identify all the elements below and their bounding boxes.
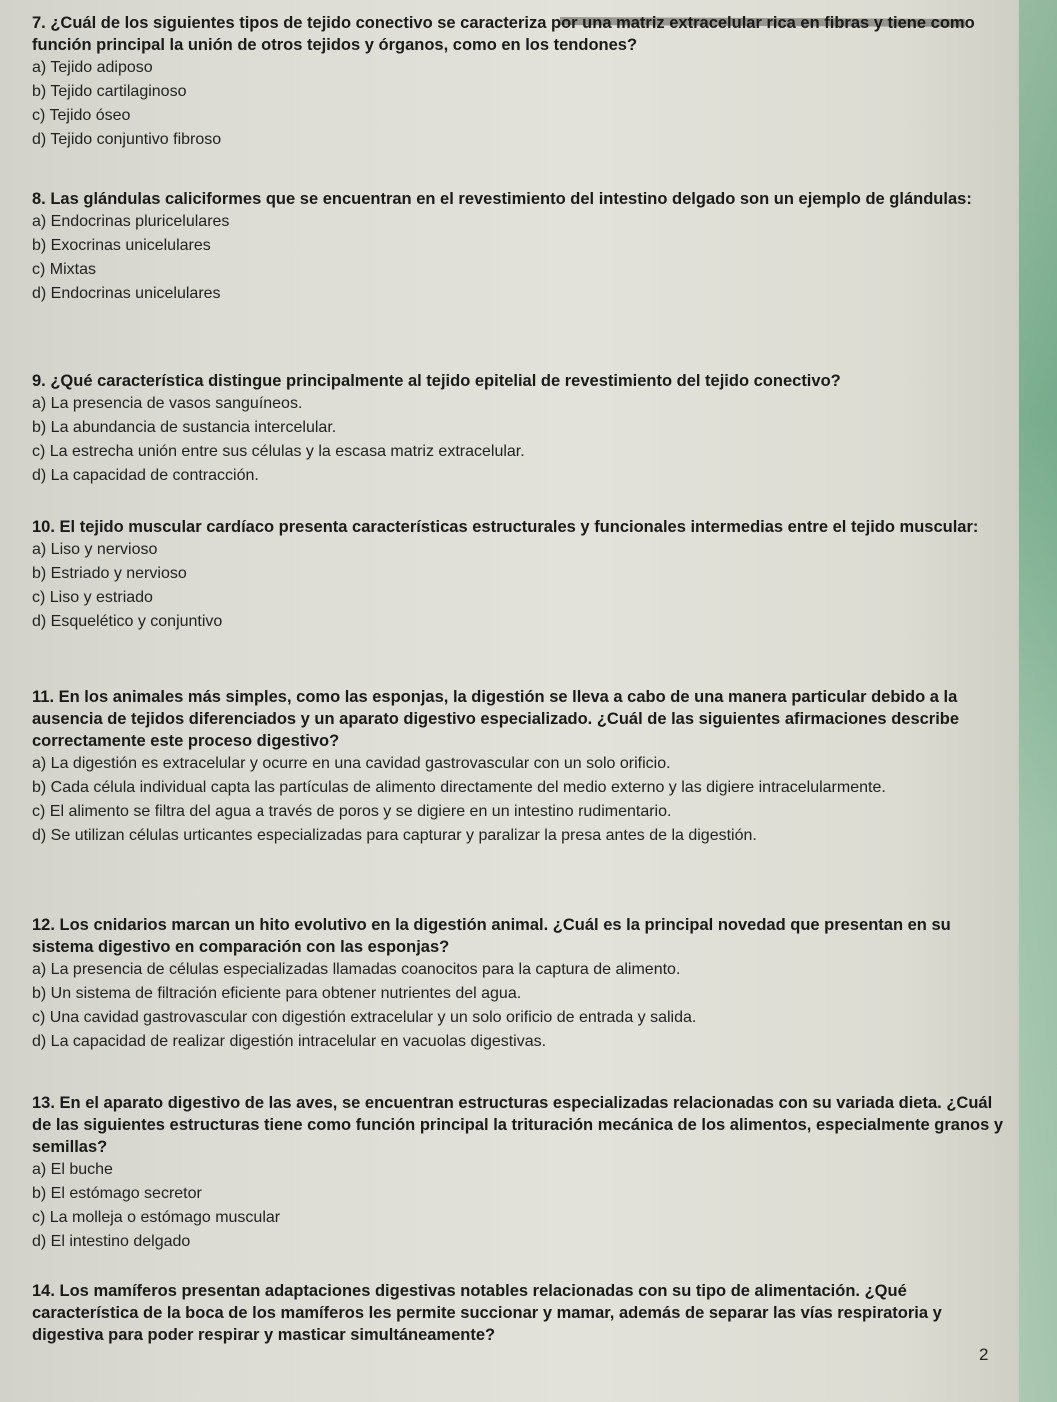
option-d: d) Tejido conjuntivo fibroso — [32, 131, 222, 148]
question-14 — [32, 1280, 1007, 1346]
option-a: a) La digestión es extracelular y ocurre en una cavidad gastrovascular con un solo orificio. — [32, 755, 671, 772]
option-d: d) Esquelético y conjuntivo — [32, 613, 223, 630]
option-b: b) Cada célula individual capta las partículas de alimento directamente del medio externo y las digiere intracelularmente. — [32, 779, 886, 796]
question-stem: 8. Las glándulas caliciformes que se encuentran en el revestimiento del intestino delgado son un ejemplo de glándulas: — [32, 190, 972, 208]
option-c: c) Liso y estriado — [32, 589, 153, 606]
option-d: d) Endocrinas unicelulares — [32, 285, 221, 302]
question-stem: 7. ¿Cuál de los siguientes tipos de tejido conectivo se caracteriza por una matriz extracelular rica en fibras y tiene como función principal la unión de otros tejidos y órganos, como en los tendones? — [32, 14, 975, 54]
option-a: a) El buche — [32, 1161, 113, 1178]
question-stem: 13. En el aparato digestivo de las aves, se encuentran estructuras especializadas relacionadas con su variada dieta. ¿Cuál de las siguientes estructuras tiene como función principal la trituración mecánica de los alimentos, especialmente granos y semillas? — [32, 1094, 1004, 1156]
option-b: b) Un sistema de filtración eficiente para obtener nutrientes del agua. — [32, 985, 522, 1002]
option-c: c) La estrecha unión entre sus células y la escasa matriz extracelular. — [32, 443, 525, 460]
question-12 — [32, 914, 1007, 1054]
option-c: c) Mixtas — [32, 261, 96, 278]
option-b: b) Tejido cartilaginoso — [32, 83, 187, 100]
question-stem: 9. ¿Qué característica distingue principalmente al tejido epitelial de revestimiento del tejido conectivo? — [32, 372, 841, 390]
question-stem: 11. En los animales más simples, como las esponjas, la digestión se lleva a cabo de una manera particular debido a la ausencia de tejidos diferenciados y un aparato digestivo especializado. ¿Cuál de las siguientes afirmaciones describe correctamente este proceso digestivo? — [32, 688, 960, 750]
option-a: a) Liso y nervioso — [32, 541, 158, 558]
option-a: a) Endocrinas pluricelulares — [32, 213, 230, 230]
question-8 — [32, 188, 1007, 306]
question-stem: 14. Los mamíferos presentan adaptaciones digestivas notables relacionadas con su tipo de alimentación. ¿Qué característica de la boca de los mamíferos les permite succionar y mamar, además de separar las vías respiratoria y digestiva para poder respirar y masticar simultáneamente? — [32, 1282, 942, 1344]
question-7 — [32, 12, 1007, 152]
option-b: b) El estómago secretor — [32, 1185, 202, 1202]
question-stem: 10. El tejido muscular cardíaco presenta características estructurales y funcionales intermedias entre el tejido muscular: — [32, 518, 979, 536]
option-d: d) Se utilizan células urticantes especializadas para capturar y paralizar la presa antes de la digestión. — [32, 827, 757, 844]
question-9 — [32, 370, 1007, 488]
option-c: c) El alimento se filtra del agua a través de poros y se digiere en un intestino rudimentario. — [32, 803, 672, 820]
option-c: c) La molleja o estómago muscular — [32, 1209, 281, 1226]
question-10 — [32, 516, 1007, 634]
option-d: d) La capacidad de contracción. — [32, 467, 259, 484]
question-13 — [32, 1092, 1007, 1254]
option-c: c) Una cavidad gastrovascular con digestión extracelular y un solo orificio de entrada y salida. — [32, 1009, 697, 1026]
option-a: a) La presencia de vasos sanguíneos. — [32, 395, 303, 412]
option-b: b) Exocrinas unicelulares — [32, 237, 211, 254]
option-b: b) La abundancia de sustancia intercelular. — [32, 419, 337, 436]
question-stem: 12. Los cnidarios marcan un hito evolutivo en la digestión animal. ¿Cuál es la principal novedad que presentan en su sistema digestivo en comparación con las esponjas? — [32, 916, 951, 956]
option-a: a) Tejido adiposo — [32, 59, 153, 76]
option-b: b) Estriado y nervioso — [32, 565, 187, 582]
option-d: d) La capacidad de realizar digestión intracelular en vacuolas digestivas. — [32, 1033, 547, 1050]
question-11 — [32, 686, 1007, 848]
option-a: a) La presencia de células especializadas llamadas coanocitos para la captura de alimento. — [32, 961, 681, 978]
page-number: 2 — [979, 1345, 989, 1364]
option-d: d) El intestino delgado — [32, 1233, 191, 1250]
option-c: c) Tejido óseo — [32, 107, 131, 124]
background-green-edge — [1019, 0, 1057, 1402]
